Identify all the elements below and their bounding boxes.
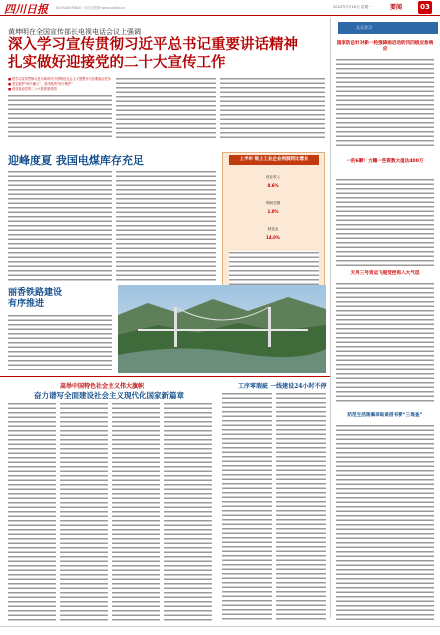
lead-body-col-1 (8, 94, 112, 138)
construction-body-col-2 (276, 392, 326, 622)
lead-headline (8, 36, 323, 72)
sidebar-item-body (336, 58, 434, 148)
sidebar-item-title: 天舟三号货运飞船受控再入大气层 (350, 271, 420, 276)
story-headline-banner-2: 奋力谱写全面建设社会主义现代化国家新篇章 (34, 391, 184, 400)
data-value: 14.0% (266, 235, 280, 240)
sidebar-item-title: 国家防总针对新一轮强降雨启动防汛四级应急响应 (336, 41, 434, 52)
data-value: 1.0% (267, 209, 279, 214)
data-box-title: 上半年 规上工业企业利润同比增长 (229, 155, 319, 165)
story-headline-construction: 工序零瑕疵 一线建设24小时不停 (238, 383, 327, 390)
lead-kicker: 黄坤明在全国宣传部长电视电话会议上强调 (8, 28, 141, 36)
lead-notes (8, 77, 113, 92)
sidebar-item-title: 一的6颗！力籍一些资数大值达400万 (346, 159, 424, 164)
lead-headline-line-1: 深入学习宣传贯彻习近平总书记重要讲话精神 (8, 36, 298, 53)
bridge-illustration (118, 285, 326, 373)
sidebar-item-title: 防范生活落搞录取谈借书要“三堆查” (347, 413, 423, 418)
data-label: 利润总额 (265, 201, 281, 205)
lead-body-col-3 (220, 77, 325, 138)
data-label: 营业收入 (265, 175, 281, 179)
page-footer (0, 626, 440, 635)
header-info: SICHUAN RIBAO · 四川日报网 www.scdaily.cn (56, 6, 126, 10)
sidebar-item-body (336, 178, 434, 268)
sidebar-banner: 天天学习 (338, 22, 438, 34)
lead-note: ■ 坚定拥护“两个确立”、坚决做到“两个维护” (8, 82, 73, 86)
section-divider (0, 376, 330, 377)
sidebar-item-body (336, 282, 434, 402)
lead-note: ■ 营造喜迎党的二十大的浓厚氛围 (8, 87, 57, 91)
data-label: 制造业 (267, 227, 279, 231)
masthead-logo: 四川日报 (4, 3, 48, 16)
construction-body-col-1 (222, 392, 272, 622)
lead-note: ■ 把学习宣传贯彻习近平新时代中国特色社会主义思想作为首要政治任务 (8, 77, 111, 81)
bottom-body-col-1 (8, 402, 56, 622)
story-headline-railway (8, 288, 62, 310)
page-number: 03 (418, 1, 432, 14)
data-value: 8.6% (267, 183, 279, 188)
railway-headline-line-2: 有序推进 (8, 299, 45, 309)
lead-body-col-2 (116, 77, 216, 138)
section-name: 要闻 (390, 4, 403, 11)
story-headline-coal: 迎峰度夏 我国电煤库存充足 (8, 154, 144, 167)
story-headline-banner-1: 高举中国特色社会主义伟大旗帜 (60, 383, 145, 390)
coal-body-col-2 (116, 170, 216, 282)
railway-headline-line-1: 丽香铁路建设 (8, 288, 63, 298)
bridge-photo (118, 285, 326, 373)
lead-headline-line-2: 扎实做好迎接党的二十大宣传工作 (8, 54, 226, 71)
page-header (0, 0, 440, 16)
issue-date: 2022年7月18日 星期一 (333, 5, 372, 9)
bottom-body-col-4 (164, 402, 212, 622)
sidebar-item-body (336, 424, 434, 622)
coal-body-col-1 (8, 170, 112, 282)
bottom-body-col-3 (112, 402, 160, 622)
bottom-body-col-2 (60, 402, 108, 622)
railway-body (8, 314, 112, 370)
